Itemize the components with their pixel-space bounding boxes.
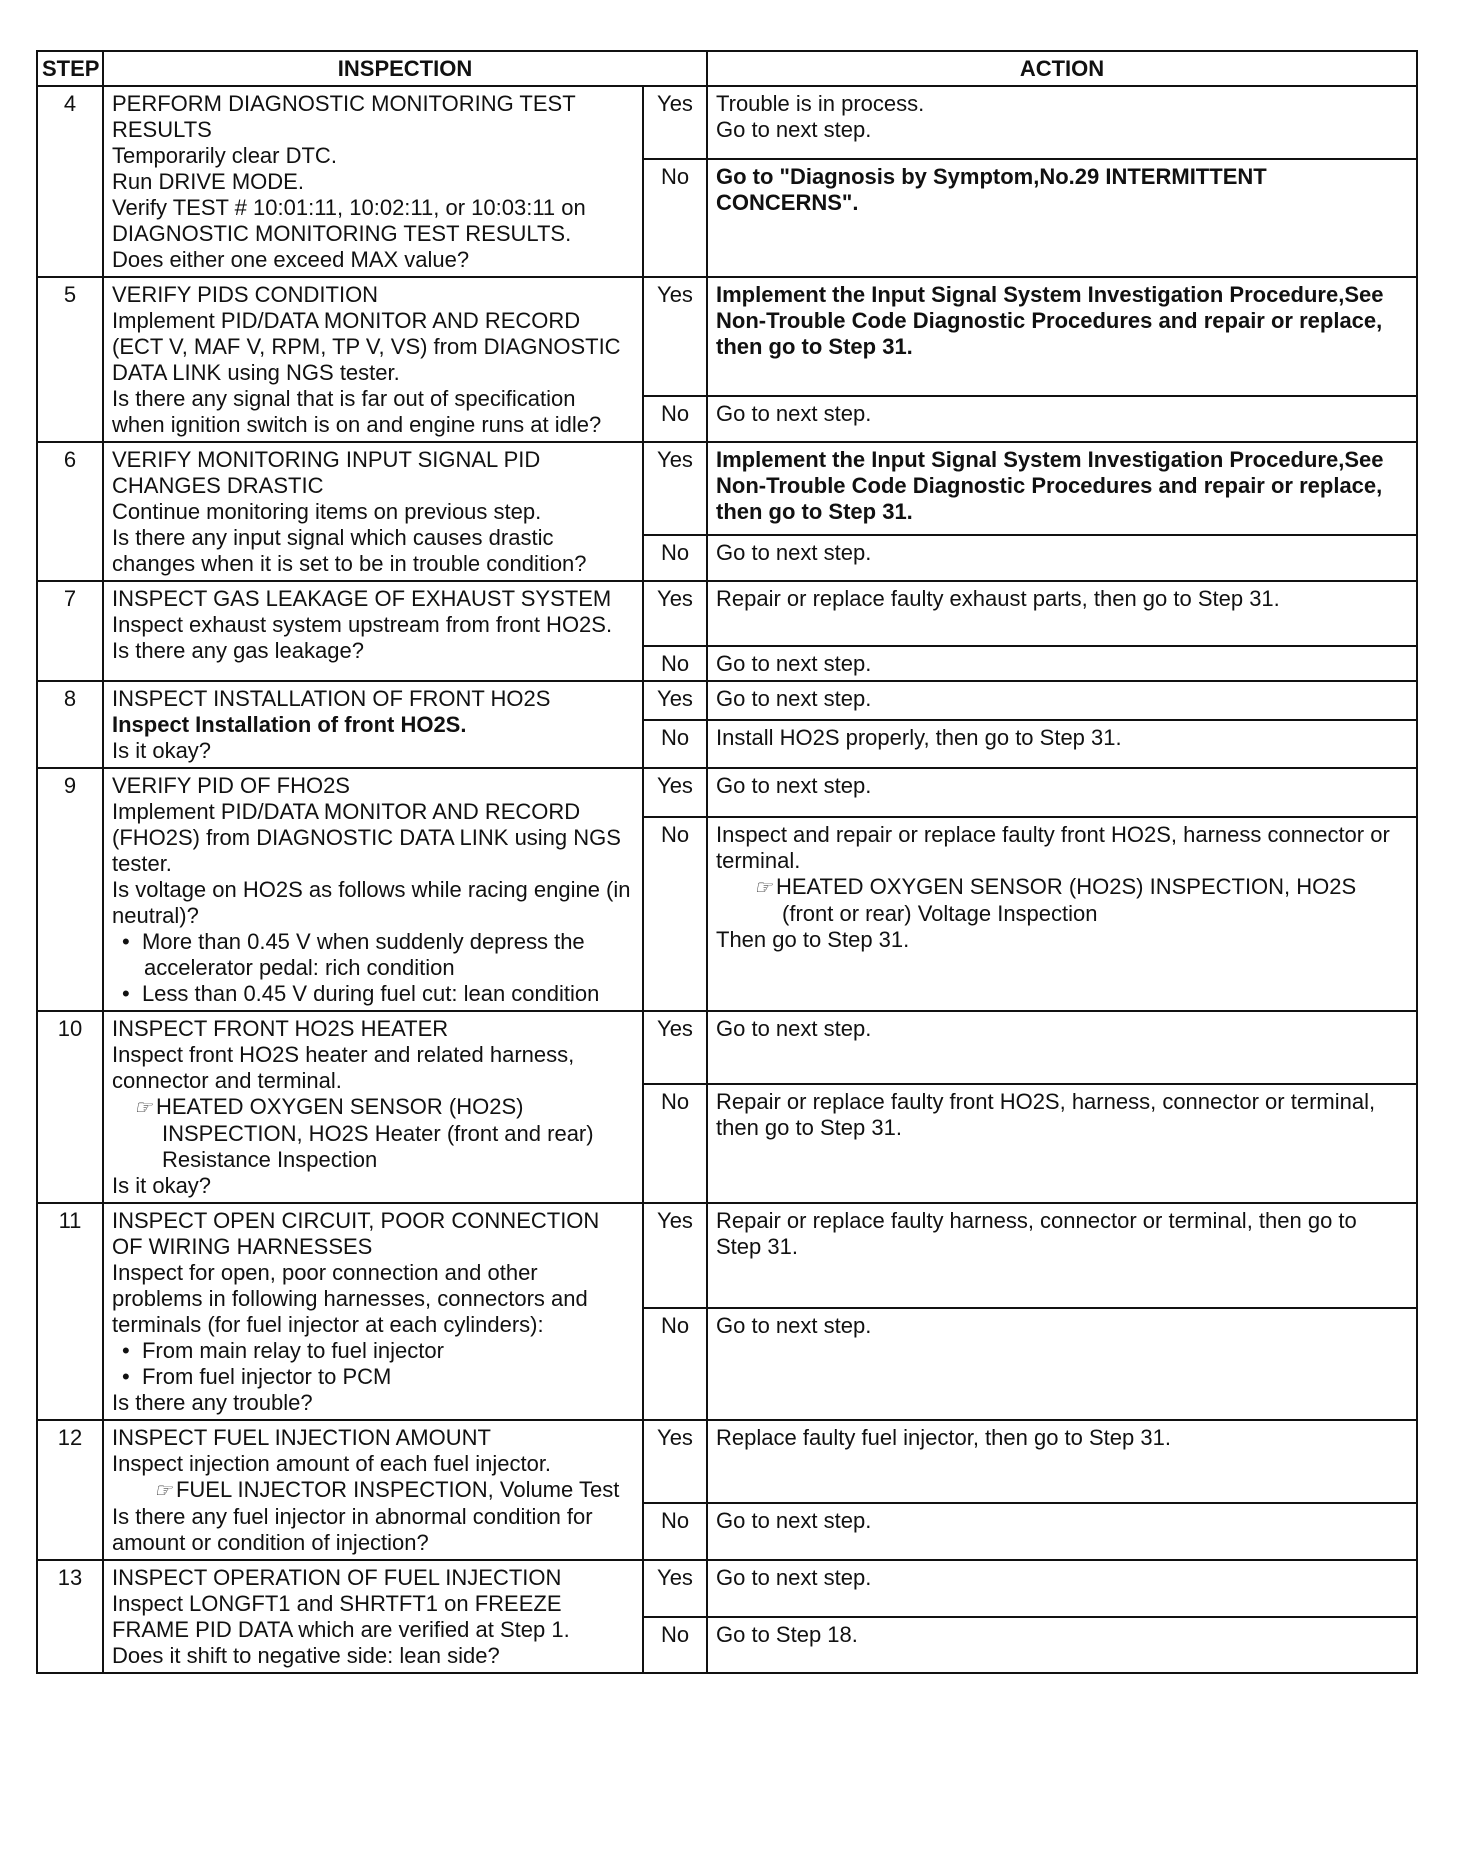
inspection-text: Inspect front HO2S heater and related harness, connector and terminal. bbox=[112, 1042, 575, 1093]
no-action bbox=[707, 1503, 1417, 1560]
action-text: Go to "Diagnosis by Symptom,No.29 INTERMITTENT CONCERNS". bbox=[716, 164, 1267, 215]
yes-action bbox=[707, 442, 1417, 535]
bullet-text: Less than 0.45 V during fuel cut: lean condition bbox=[141, 981, 600, 1006]
reference bbox=[112, 1477, 634, 1504]
inspection-text: Temporarily clear DTC. bbox=[112, 143, 337, 168]
table-row bbox=[37, 1203, 1417, 1308]
step-number: 7 bbox=[37, 581, 103, 681]
no-action bbox=[707, 817, 1417, 1011]
inspection-text: Inspect Installation of front HO2S. bbox=[112, 712, 467, 737]
action-text: Then go to Step 31. bbox=[716, 927, 910, 952]
inspection-title: VERIFY PIDS CONDITION bbox=[112, 282, 379, 307]
yes-label: Yes bbox=[643, 277, 707, 396]
no-action bbox=[707, 1084, 1417, 1203]
action-text: Go to next step. bbox=[716, 651, 872, 676]
bullet-item: • From main relay to fuel injector bbox=[122, 1338, 444, 1363]
step-number: 9 bbox=[37, 768, 103, 1011]
action-text: Install HO2S properly, then go to Step 31. bbox=[716, 725, 1122, 750]
action-text: Repair or replace faulty front HO2S, harness, connector or terminal, then go to Step 31. bbox=[716, 1089, 1376, 1140]
inspection-title: INSPECT OPERATION OF FUEL INJECTION bbox=[112, 1565, 562, 1590]
reference-text: HEATED OXYGEN SENSOR (HO2S) INSPECTION, HO2S Heater (front and rear) Resistance Inspection bbox=[155, 1094, 594, 1172]
step-number: 12 bbox=[37, 1420, 103, 1560]
no-label: No bbox=[643, 720, 707, 768]
table-row bbox=[37, 86, 1417, 159]
inspection-cell bbox=[103, 1203, 643, 1420]
no-label: No bbox=[643, 646, 707, 681]
table-row bbox=[37, 581, 1417, 646]
inspection-text: Verify TEST # 10:01:11, 10:02:11, or 10:03:11 on DIAGNOSTIC MONITORING TEST RESULTS. bbox=[112, 195, 586, 246]
yes-label: Yes bbox=[643, 681, 707, 720]
action-text: Go to next step. bbox=[716, 686, 872, 711]
inspection-text: Inspect for open, poor connection and other problems in following harnesses, connectors and terminals (for fuel injector at each cylinders): bbox=[112, 1260, 588, 1337]
step-number: 4 bbox=[37, 86, 103, 277]
action-text: Go to next step. bbox=[716, 1313, 872, 1338]
yes-action bbox=[707, 86, 1417, 159]
yes-action bbox=[707, 1203, 1417, 1308]
action-text: Implement the Input Signal System Investigation Procedure,See Non-Trouble Code Diagnostic Procedures and repair or replace, then go to Step 31. bbox=[716, 282, 1384, 359]
table-row bbox=[37, 1420, 1417, 1503]
yes-label: Yes bbox=[643, 581, 707, 646]
action-text: Go to Step 18. bbox=[716, 1622, 858, 1647]
bullet-item: • More than 0.45 V when suddenly depress the accelerator pedal: rich condition bbox=[122, 929, 585, 980]
no-action bbox=[707, 1308, 1417, 1420]
inspection-question: Is there any fuel injector in abnormal condition for amount or condition of injection? bbox=[112, 1504, 593, 1555]
action-text: Repair or replace faulty harness, connector or terminal, then go to Step 31. bbox=[716, 1208, 1357, 1259]
reference bbox=[112, 1094, 634, 1173]
table-row bbox=[37, 1011, 1417, 1084]
yes-action bbox=[707, 277, 1417, 396]
inspection-cell bbox=[103, 581, 643, 681]
no-label: No bbox=[643, 535, 707, 581]
step-number: 8 bbox=[37, 681, 103, 768]
no-label: No bbox=[643, 817, 707, 1011]
yes-label: Yes bbox=[643, 768, 707, 817]
inspection-question: Is voltage on HO2S as follows while racing engine (in neutral)? bbox=[112, 877, 631, 928]
inspection-question: Does it shift to negative side: lean side? bbox=[112, 1643, 500, 1668]
no-label: No bbox=[643, 1617, 707, 1673]
inspection-text: Implement PID/DATA MONITOR AND RECORD (ECT V, MAF V, RPM, TP V, VS) from DIAGNOSTIC DATA LINK using NGS tester. bbox=[112, 308, 621, 385]
no-action bbox=[707, 396, 1417, 442]
no-label: No bbox=[643, 1308, 707, 1420]
header-action: ACTION bbox=[707, 51, 1417, 86]
inspection-title: PERFORM DIAGNOSTIC MONITORING TEST RESULTS bbox=[112, 91, 576, 142]
inspection-cell bbox=[103, 1560, 643, 1673]
inspection-cell bbox=[103, 442, 643, 581]
diagnostic-table bbox=[36, 50, 1418, 1674]
step-number: 10 bbox=[37, 1011, 103, 1203]
yes-label: Yes bbox=[643, 1011, 707, 1084]
inspection-question: Is there any gas leakage? bbox=[112, 638, 364, 663]
yes-label: Yes bbox=[643, 1203, 707, 1308]
action-text: Implement the Input Signal System Investigation Procedure,See Non-Trouble Code Diagnostic Procedures and repair or replace, then go to Step 31. bbox=[716, 447, 1384, 524]
table-row bbox=[37, 1560, 1417, 1617]
step-number: 13 bbox=[37, 1560, 103, 1673]
yes-action bbox=[707, 1011, 1417, 1084]
action-text: Go to next step. bbox=[716, 117, 872, 142]
step-number: 6 bbox=[37, 442, 103, 581]
inspection-text: Run DRIVE MODE. bbox=[112, 169, 304, 194]
bullet-text: From main relay to fuel injector bbox=[141, 1338, 444, 1363]
step-number: 11 bbox=[37, 1203, 103, 1420]
action-text: Go to next step. bbox=[716, 401, 872, 426]
yes-action bbox=[707, 1560, 1417, 1617]
yes-action bbox=[707, 1420, 1417, 1503]
reference bbox=[716, 874, 1408, 927]
inspection-title: INSPECT FUEL INJECTION AMOUNT bbox=[112, 1425, 491, 1450]
inspection-cell bbox=[103, 681, 643, 768]
no-label: No bbox=[643, 159, 707, 277]
reference-pointer-icon: ☞ bbox=[134, 1097, 150, 1119]
no-action bbox=[707, 646, 1417, 681]
reference-text: FUEL INJECTOR INSPECTION, Volume Test bbox=[175, 1477, 620, 1502]
inspection-title: INSPECT FRONT HO2S HEATER bbox=[112, 1016, 449, 1041]
reference-pointer-icon: ☞ bbox=[154, 1480, 170, 1502]
inspection-title: INSPECT INSTALLATION OF FRONT HO2S bbox=[112, 686, 551, 711]
inspection-question: Does either one exceed MAX value? bbox=[112, 247, 470, 272]
no-action bbox=[707, 159, 1417, 277]
yes-label: Yes bbox=[643, 442, 707, 535]
inspection-cell bbox=[103, 1011, 643, 1203]
action-text: Inspect and repair or replace faulty front HO2S, harness connector or terminal. bbox=[716, 822, 1390, 873]
inspection-text: Inspect exhaust system upstream from front HO2S. bbox=[112, 612, 613, 637]
no-action bbox=[707, 535, 1417, 581]
no-label: No bbox=[643, 396, 707, 442]
reference-pointer-icon: ☞ bbox=[754, 877, 770, 899]
table-row bbox=[37, 277, 1417, 396]
bullet-item: • From fuel injector to PCM bbox=[122, 1364, 392, 1389]
action-text: Trouble is in process. bbox=[716, 91, 925, 116]
action-text: Go to next step. bbox=[716, 1016, 872, 1041]
yes-label: Yes bbox=[643, 1560, 707, 1617]
yes-action bbox=[707, 581, 1417, 646]
action-text: Replace faulty fuel injector, then go to Step 31. bbox=[716, 1425, 1171, 1450]
inspection-question: Is there any input signal which causes drastic changes when it is set to be in trouble condition? bbox=[112, 525, 587, 576]
bullet-text: More than 0.45 V when suddenly depress the accelerator pedal: rich condition bbox=[141, 929, 585, 980]
table-row bbox=[37, 442, 1417, 535]
inspection-cell bbox=[103, 86, 643, 277]
no-action bbox=[707, 720, 1417, 768]
yes-action bbox=[707, 768, 1417, 817]
bullet-text: From fuel injector to PCM bbox=[141, 1364, 392, 1389]
header-row bbox=[37, 51, 1417, 86]
table-row bbox=[37, 768, 1417, 817]
yes-label: Yes bbox=[643, 86, 707, 159]
inspection-title: VERIFY MONITORING INPUT SIGNAL PID CHANGES DRASTIC bbox=[112, 447, 541, 498]
reference-text: HEATED OXYGEN SENSOR (HO2S) INSPECTION, HO2S (front or rear) Voltage Inspection bbox=[775, 874, 1357, 926]
inspection-text: Inspect LONGFT1 and SHRTFT1 on FREEZE FRAME PID DATA which are verified at Step 1. bbox=[112, 1591, 570, 1642]
action-text: Go to next step. bbox=[716, 540, 872, 565]
yes-label: Yes bbox=[643, 1420, 707, 1503]
no-label: No bbox=[643, 1503, 707, 1560]
inspection-title: INSPECT OPEN CIRCUIT, POOR CONNECTION OF WIRING HARNESSES bbox=[112, 1208, 600, 1259]
bullet-item: • Less than 0.45 V during fuel cut: lean condition bbox=[122, 981, 600, 1006]
action-text: Go to next step. bbox=[716, 1508, 872, 1533]
inspection-question: Is there any signal that is far out of specification when ignition switch is on and engine runs at idle? bbox=[112, 386, 602, 437]
yes-action bbox=[707, 681, 1417, 720]
header-inspection: INSPECTION bbox=[103, 51, 707, 86]
diagnostic-procedure-page bbox=[36, 50, 1416, 1674]
step-number: 5 bbox=[37, 277, 103, 442]
inspection-cell bbox=[103, 277, 643, 442]
inspection-text: Implement PID/DATA MONITOR AND RECORD (FHO2S) from DIAGNOSTIC DATA LINK using NGS tester. bbox=[112, 799, 621, 876]
inspection-question: Is it okay? bbox=[112, 1173, 212, 1198]
inspection-cell bbox=[103, 1420, 643, 1560]
action-text: Repair or replace faulty exhaust parts, then go to Step 31. bbox=[716, 586, 1280, 611]
header-step: STEP bbox=[37, 51, 103, 86]
inspection-cell bbox=[103, 768, 643, 1011]
table-row bbox=[37, 681, 1417, 720]
inspection-title: INSPECT GAS LEAKAGE OF EXHAUST SYSTEM bbox=[112, 586, 612, 611]
inspection-question: Is it okay? bbox=[112, 738, 212, 763]
inspection-question: Is there any trouble? bbox=[112, 1390, 313, 1415]
action-text: Go to next step. bbox=[716, 1565, 872, 1590]
inspection-title: VERIFY PID OF FHO2S bbox=[112, 773, 350, 798]
inspection-text: Continue monitoring items on previous step. bbox=[112, 499, 542, 524]
no-action bbox=[707, 1617, 1417, 1673]
no-label: No bbox=[643, 1084, 707, 1203]
inspection-text: Inspect injection amount of each fuel injector. bbox=[112, 1451, 552, 1476]
action-text: Go to next step. bbox=[716, 773, 872, 798]
